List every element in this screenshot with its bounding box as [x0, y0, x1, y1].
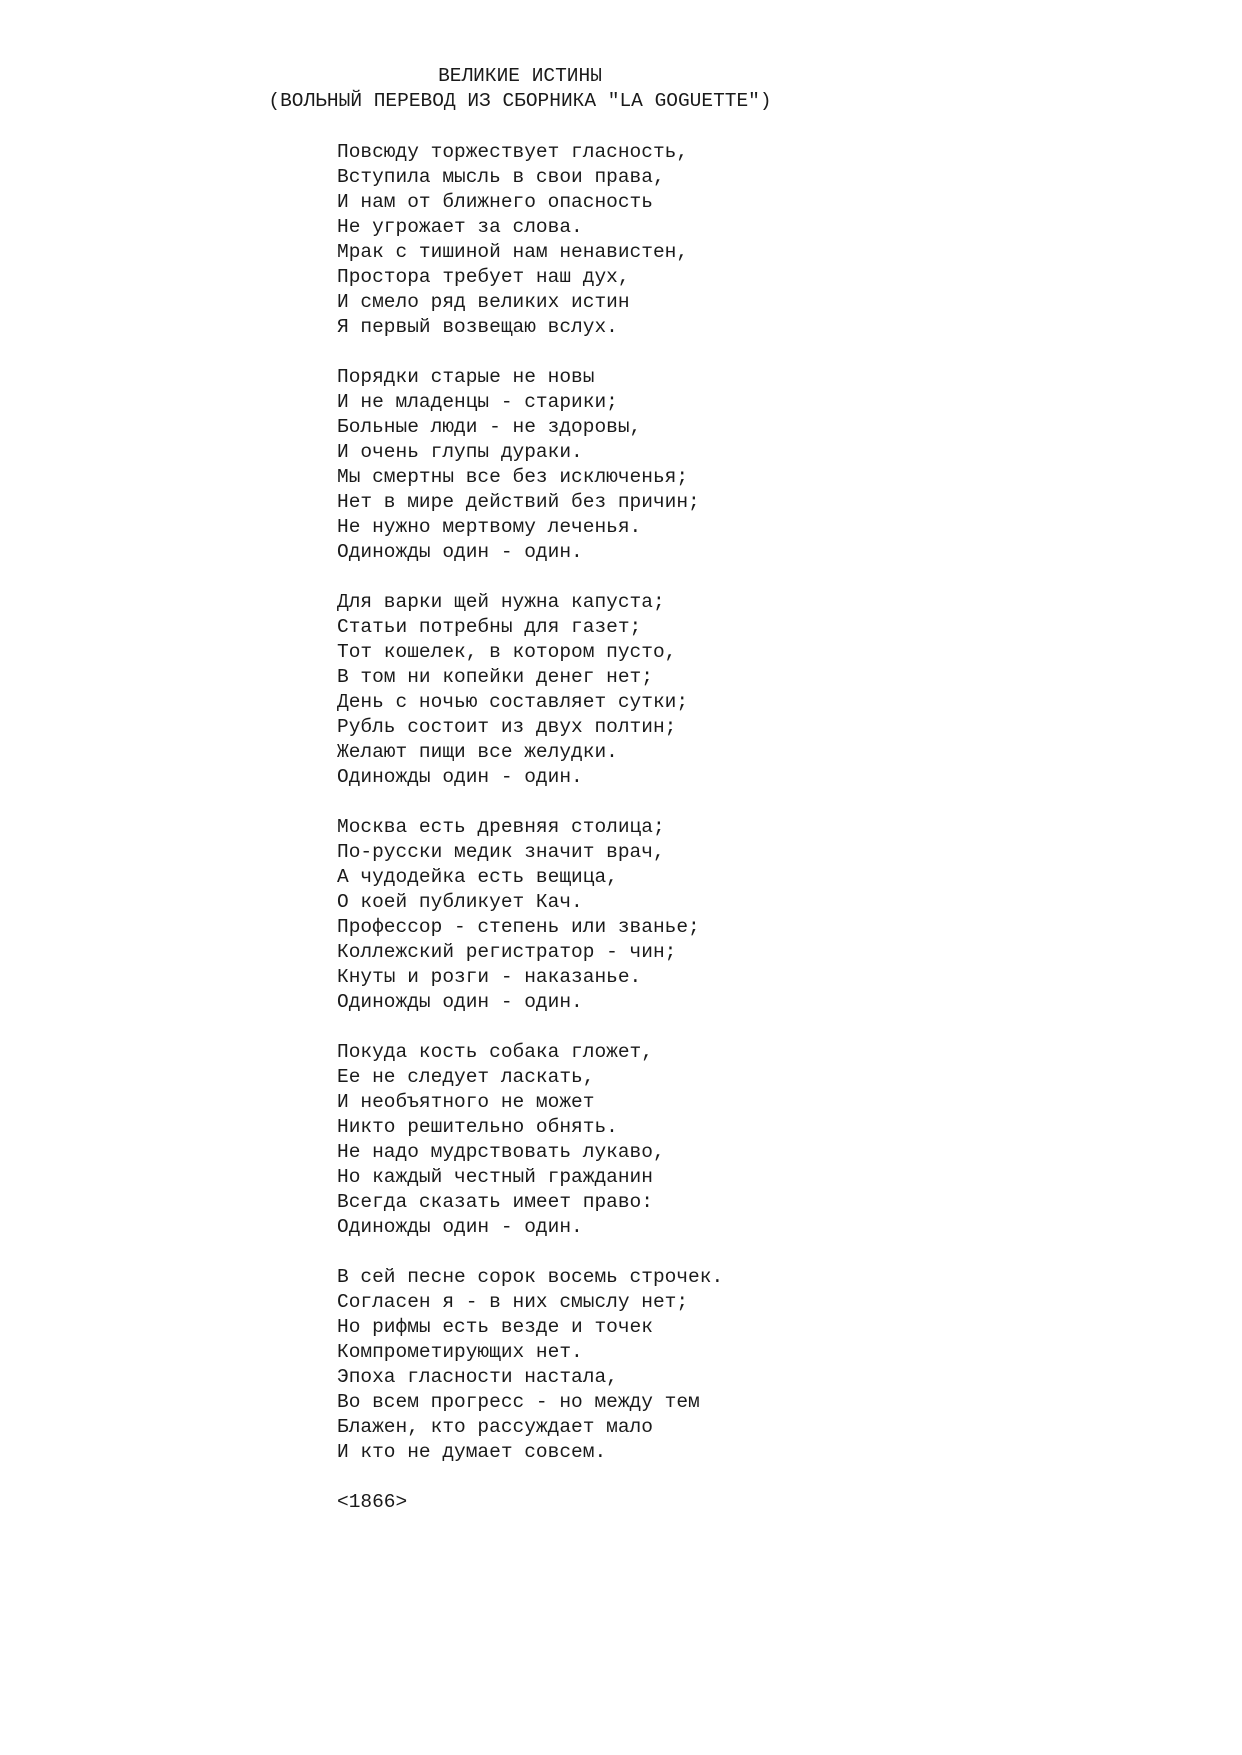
- poem-line: Нет в мире действий без причин;: [337, 491, 700, 513]
- poem-line: Покуда кость собака гложет,: [337, 1041, 653, 1063]
- poem-date: <1866>: [337, 1491, 408, 1513]
- poem-line: И необъятного не может: [337, 1091, 595, 1113]
- poem-line: Повсюду торжествует гласность,: [337, 141, 689, 163]
- poem-line: Не надо мудрствовать лукаво,: [337, 1141, 665, 1163]
- poem-line: Рубль состоит из двух полтин;: [337, 716, 677, 738]
- poem-line: Одиножды один - один.: [337, 541, 583, 563]
- poem-line: И кто не думает совсем.: [337, 1441, 607, 1463]
- stanza: [337, 590, 723, 790]
- poem-line: В сей песне сорок восемь строчек.: [337, 1266, 724, 1288]
- poem-line: Для варки щей нужна капуста;: [337, 591, 665, 613]
- poem-line: Одиножды один - один.: [337, 991, 583, 1013]
- poem-line: Порядки старые не новы: [337, 366, 595, 388]
- poem-line: Кнуты и розги - наказанье.: [337, 966, 642, 988]
- poem-line: Никто решительно обнять.: [337, 1116, 618, 1138]
- poem-line: А чудодейка есть вещица,: [337, 866, 618, 888]
- stanza: [337, 815, 723, 1015]
- poem-line: Простора требует наш дух,: [337, 266, 630, 288]
- poem-title: ВЕЛИКИЕ ИСТИНЫ: [438, 65, 602, 87]
- poem-line: Но каждый честный гражданин: [337, 1166, 653, 1188]
- poem-line: И смело ряд великих истин: [337, 291, 630, 313]
- stanza: [337, 1040, 723, 1240]
- poem-line: Я первый возвещаю вслух.: [337, 316, 618, 338]
- poem-line: Всегда сказать имеет право:: [337, 1191, 653, 1213]
- poem-line: Желают пищи все желудки.: [337, 741, 618, 763]
- poem-line: Коллежский регистратор - чин;: [337, 941, 677, 963]
- poem-line: День с ночью составляет сутки;: [337, 691, 689, 713]
- poem-line: В том ни копейки денег нет;: [337, 666, 653, 688]
- poem-subtitle: (ВОЛЬНЫЙ ПЕРЕВОД ИЗ СБОРНИКА "LA GOGUETTE"): [268, 90, 772, 112]
- poem-line: Вступила мысль в свои права,: [337, 166, 665, 188]
- poem-line: Но рифмы есть везде и точек: [337, 1316, 653, 1338]
- poem-line: Согласен я - в них смыслу нет;: [337, 1291, 689, 1313]
- stanza: [337, 1265, 723, 1465]
- poem-line: Во всем прогресс - но между тем: [337, 1391, 700, 1413]
- poem-line: Статьи потребны для газет;: [337, 616, 642, 638]
- poem-line: И не младенцы - старики;: [337, 391, 618, 413]
- poem-line: Эпоха гласности настала,: [337, 1366, 618, 1388]
- stanza: [337, 365, 723, 565]
- poem-line: По-русски медик значит врач,: [337, 841, 665, 863]
- poem-body: [337, 140, 723, 1515]
- poem-line: Компрометирующих нет.: [337, 1341, 583, 1363]
- poem-line: И нам от ближнего опасность: [337, 191, 653, 213]
- poem-line: Ее не следует ласкать,: [337, 1066, 595, 1088]
- poem-line: Мрак с тишиной нам ненавистен,: [337, 241, 689, 263]
- poem-line: О коей публикует Кач.: [337, 891, 583, 913]
- poem-line: Не угрожает за слова.: [337, 216, 583, 238]
- poem-line: Не нужно мертвому леченья.: [337, 516, 642, 538]
- poem-line: Мы смертны все без исключенья;: [337, 466, 689, 488]
- poem-line: Тот кошелек, в котором пусто,: [337, 641, 677, 663]
- poem-line: Одиножды один - один.: [337, 766, 583, 788]
- poem-line: Больные люди - не здоровы,: [337, 416, 642, 438]
- poem-line: Профессор - степень или званье;: [337, 916, 700, 938]
- stanza: [337, 140, 723, 340]
- poem-line: И очень глупы дураки.: [337, 441, 583, 463]
- poem-line: Одиножды один - один.: [337, 1216, 583, 1238]
- poem-line: Москва есть древняя столица;: [337, 816, 665, 838]
- poem-line: Блажен, кто рассуждает мало: [337, 1416, 653, 1438]
